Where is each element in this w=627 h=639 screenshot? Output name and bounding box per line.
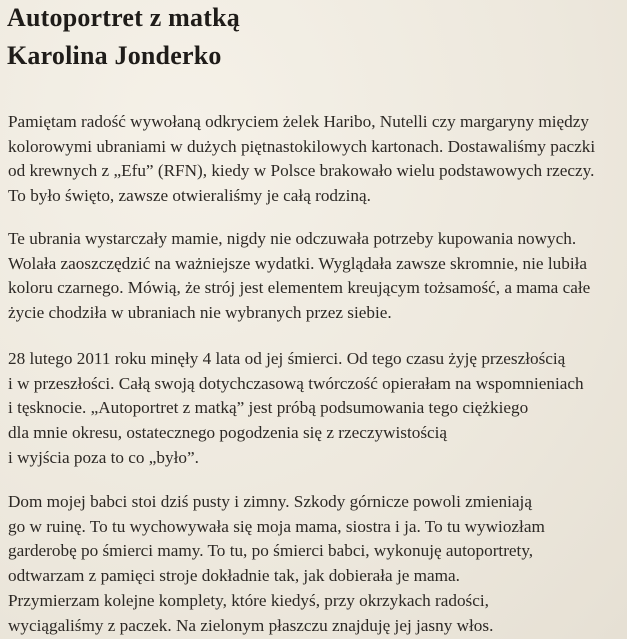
text-line: koloru czarnego. Mówią, że strój jest elementem kreującym tożsamość, a mama całe: [8, 278, 591, 298]
text-line: garderobę po śmierci mamy. To tu, po śmierci babci, wykonuję autoportrety,: [8, 541, 534, 561]
text-line: wyciągaliśmy z paczek. Na zielonym płaszczu znajduję jej jasny włos.: [8, 615, 494, 635]
text-line: od krewnych z „Efu” (RFN), kiedy w Polsce brakowało wielu podstawowych rzeczy.: [8, 161, 595, 181]
text-line: Te ubrania wystarczały mamie, nigdy nie odczuwała potrzeby kupowania nowych.: [8, 229, 577, 248]
text-line: Wolała zaoszczędzić na ważniejsze wydatki. Wyglądała zawsze skromnie, nie lubiła: [8, 253, 587, 273]
text-line: życie chodziła w ubraniach nie wybranych przez siebie.: [8, 303, 392, 323]
artist-name: Karolina Jonderko: [7, 41, 222, 70]
paragraph-3: [8, 347, 618, 471]
paragraph-1: [8, 110, 618, 209]
text-line: odtwarzam z pamięci stroje dokładnie tak, jak dobierała je mama.: [8, 566, 460, 586]
paragraph-2: [8, 227, 618, 326]
text-line: Pamiętam radość wywołaną odkryciem żelek Haribo, Nutelli czy margaryny między: [8, 112, 589, 131]
text-line: i wyjścia poza to co „było”.: [8, 447, 199, 467]
text-line: i w przeszłości. Całą swoją dotychczasową twórczość opierałam na wspomnieniach: [8, 373, 584, 393]
text-line: i tęsknocie. „Autoportret z matką” jest próbą podsumowania tego ciężkiego: [8, 398, 529, 418]
text-line: Przymierzam kolejne komplety, które kiedyś, przy okrzykach radości,: [8, 590, 489, 610]
text-line: kolorowymi ubraniami w dużych piętnastokilowych kartonach. Dostawaliśmy paczki: [8, 136, 596, 156]
text-line: go w ruinę. To tu wychowywała się moja mama, siostra i ja. To tu wywiozłam: [8, 516, 545, 536]
text-line: Dom mojej babci stoi dziś pusty i zimny. Szkody górnicze powoli zmieniają: [8, 492, 532, 511]
text-line: dla mnie okresu, ostatecznego pogodzenia się z rzeczywistością: [8, 423, 448, 443]
paragraph-4: [8, 490, 618, 638]
artwork-title: Autoportret z matką: [7, 3, 240, 32]
text-line: 28 lutego 2011 roku minęły 4 lata od jej śmierci. Od tego czasu żyję przeszłością: [8, 349, 566, 368]
text-line: To było święto, zawsze otwieraliśmy je całą rodziną.: [8, 186, 371, 206]
